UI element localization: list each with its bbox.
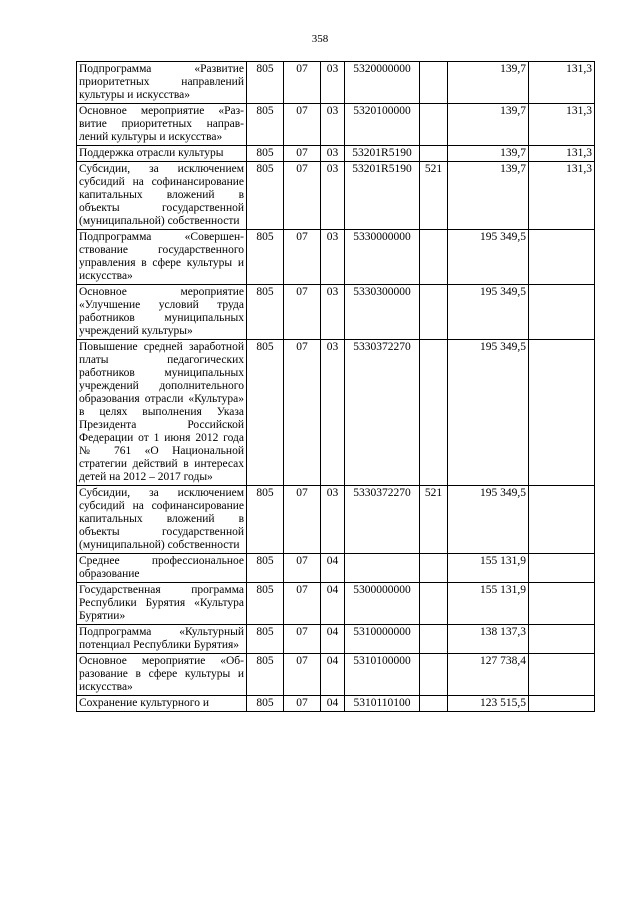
amount-2-cell: [529, 696, 595, 712]
amount-2-cell: [529, 230, 595, 285]
expense-type-cell: [420, 625, 448, 654]
expense-type-cell: [420, 285, 448, 340]
ved-code-cell: 805: [247, 554, 284, 583]
ved-code-cell: 805: [247, 62, 284, 104]
amount-2-cell: 131,3: [529, 62, 595, 104]
subsection-code-cell: 03: [321, 62, 345, 104]
amount-2-cell: [529, 340, 595, 486]
target-article-cell: 5310110100: [345, 696, 420, 712]
ved-code-cell: 805: [247, 583, 284, 625]
expense-type-cell: [420, 583, 448, 625]
ved-code-cell: 805: [247, 486, 284, 554]
amount-1-cell: 127 738,4: [448, 654, 529, 696]
section-code-cell: 07: [284, 62, 321, 104]
ved-code-cell: 805: [247, 340, 284, 486]
amount-1-cell: 139,7: [448, 162, 529, 230]
amount-1-cell: 139,7: [448, 146, 529, 162]
row-name-cell: Государственная программа Республики Бурятия «Культура Бурятии»: [77, 583, 247, 625]
amount-2-cell: [529, 583, 595, 625]
table-row: [77, 486, 595, 554]
row-name-cell: Субсидии, за исключением субсидий на софинансирование капитальных вложений в объекты государственной (муниципальной) собственности: [77, 162, 247, 230]
amount-1-cell: 195 349,5: [448, 486, 529, 554]
row-name-cell: Основное мероприятие «Развитие приоритетных направлений культуры и искусства»: [77, 104, 247, 146]
target-article-cell: 53201R5190: [345, 162, 420, 230]
row-name-cell: Среднее профессиональное образование: [77, 554, 247, 583]
target-article-cell: 5330300000: [345, 285, 420, 340]
subsection-code-cell: 03: [321, 104, 345, 146]
target-article-cell: 5330000000: [345, 230, 420, 285]
row-name-cell: Основное мероприятие «Улучшение условий труда работников муниципальных учреждений культуры»: [77, 285, 247, 340]
expense-type-cell: [420, 654, 448, 696]
section-code-cell: 07: [284, 285, 321, 340]
ved-code-cell: 805: [247, 230, 284, 285]
section-code-cell: 07: [284, 554, 321, 583]
expense-type-cell: [420, 146, 448, 162]
subsection-code-cell: 03: [321, 146, 345, 162]
section-code-cell: 07: [284, 583, 321, 625]
subsection-code-cell: 03: [321, 230, 345, 285]
amount-1-cell: 195 349,5: [448, 285, 529, 340]
amount-2-cell: [529, 554, 595, 583]
amount-1-cell: 139,7: [448, 62, 529, 104]
expense-type-cell: 521: [420, 486, 448, 554]
section-code-cell: 07: [284, 162, 321, 230]
ved-code-cell: 805: [247, 285, 284, 340]
table-row: [77, 625, 595, 654]
target-article-cell: [345, 554, 420, 583]
expense-type-cell: [420, 62, 448, 104]
section-code-cell: 07: [284, 654, 321, 696]
ved-code-cell: 805: [247, 104, 284, 146]
expense-type-cell: [420, 340, 448, 486]
target-article-cell: 5320100000: [345, 104, 420, 146]
budget-table: [76, 61, 595, 712]
target-article-cell: 5310100000: [345, 654, 420, 696]
table-row: [77, 654, 595, 696]
amount-2-cell: 131,3: [529, 146, 595, 162]
expense-type-cell: [420, 104, 448, 146]
ved-code-cell: 805: [247, 696, 284, 712]
section-code-cell: 07: [284, 696, 321, 712]
amount-1-cell: 195 349,5: [448, 230, 529, 285]
section-code-cell: 07: [284, 340, 321, 486]
table-row: [77, 162, 595, 230]
row-name-cell: Сохранение культурного и: [77, 696, 247, 712]
row-name-cell: Повышение средней заработной платы педагогических работников муниципальных учреждений дополнительного образования отрасли «Культура» в целях выполнения Указа Президента Российской Федерации от 1 июня 2012 года № 761 «О Национальной стратегии действий в интересах детей на 2012 – 2017 годы»: [77, 340, 247, 486]
amount-1-cell: 195 349,5: [448, 340, 529, 486]
subsection-code-cell: 03: [321, 162, 345, 230]
amount-2-cell: [529, 285, 595, 340]
section-code-cell: 07: [284, 230, 321, 285]
row-name-cell: Субсидии, за исключением субсидий на софинансирование капитальных вложений в объекты государственной (муниципальной) собственности: [77, 486, 247, 554]
expense-type-cell: [420, 230, 448, 285]
row-name-cell: Поддержка отрасли культуры: [77, 146, 247, 162]
expense-type-cell: 521: [420, 162, 448, 230]
page-number: 358: [311, 33, 329, 45]
table-row: [77, 285, 595, 340]
table-row: [77, 340, 595, 486]
row-name-cell: Подпрограмма «Развитие приоритетных направлений культуры и искусства»: [77, 62, 247, 104]
table-row: [77, 583, 595, 625]
amount-2-cell: [529, 625, 595, 654]
subsection-code-cell: 03: [321, 340, 345, 486]
target-article-cell: 5330372270: [345, 340, 420, 486]
section-code-cell: 07: [284, 104, 321, 146]
expense-type-cell: [420, 696, 448, 712]
amount-2-cell: [529, 654, 595, 696]
target-article-cell: 5300000000: [345, 583, 420, 625]
ved-code-cell: 805: [247, 654, 284, 696]
subsection-code-cell: 04: [321, 583, 345, 625]
section-code-cell: 07: [284, 146, 321, 162]
ved-code-cell: 805: [247, 162, 284, 230]
table-row: [77, 104, 595, 146]
table-row: [77, 230, 595, 285]
subsection-code-cell: 04: [321, 696, 345, 712]
section-code-cell: 07: [284, 625, 321, 654]
amount-1-cell: 155 131,9: [448, 583, 529, 625]
subsection-code-cell: 03: [321, 285, 345, 340]
amount-1-cell: 123 515,5: [448, 696, 529, 712]
subsection-code-cell: 04: [321, 554, 345, 583]
amount-2-cell: 131,3: [529, 104, 595, 146]
subsection-code-cell: 04: [321, 625, 345, 654]
subsection-code-cell: 04: [321, 654, 345, 696]
row-name-cell: Подпрограмма «Совершенствование государственного управления в сфере культуры и искусства»: [77, 230, 247, 285]
target-article-cell: 53201R5190: [345, 146, 420, 162]
amount-1-cell: 138 137,3: [448, 625, 529, 654]
amount-2-cell: [529, 486, 595, 554]
table-row: [77, 696, 595, 712]
amount-1-cell: 155 131,9: [448, 554, 529, 583]
ved-code-cell: 805: [247, 625, 284, 654]
amount-2-cell: 131,3: [529, 162, 595, 230]
target-article-cell: 5310000000: [345, 625, 420, 654]
expense-type-cell: [420, 554, 448, 583]
target-article-cell: 5320000000: [345, 62, 420, 104]
table-row: [77, 554, 595, 583]
ved-code-cell: 805: [247, 146, 284, 162]
table-row: [77, 146, 595, 162]
row-name-cell: Подпрограмма «Культурный потенциал Республики Бурятия»: [77, 625, 247, 654]
subsection-code-cell: 03: [321, 486, 345, 554]
target-article-cell: 5330372270: [345, 486, 420, 554]
section-code-cell: 07: [284, 486, 321, 554]
row-name-cell: Основное мероприятие «Образование в сфере культуры и искусства»: [77, 654, 247, 696]
table-row: [77, 62, 595, 104]
amount-1-cell: 139,7: [448, 104, 529, 146]
